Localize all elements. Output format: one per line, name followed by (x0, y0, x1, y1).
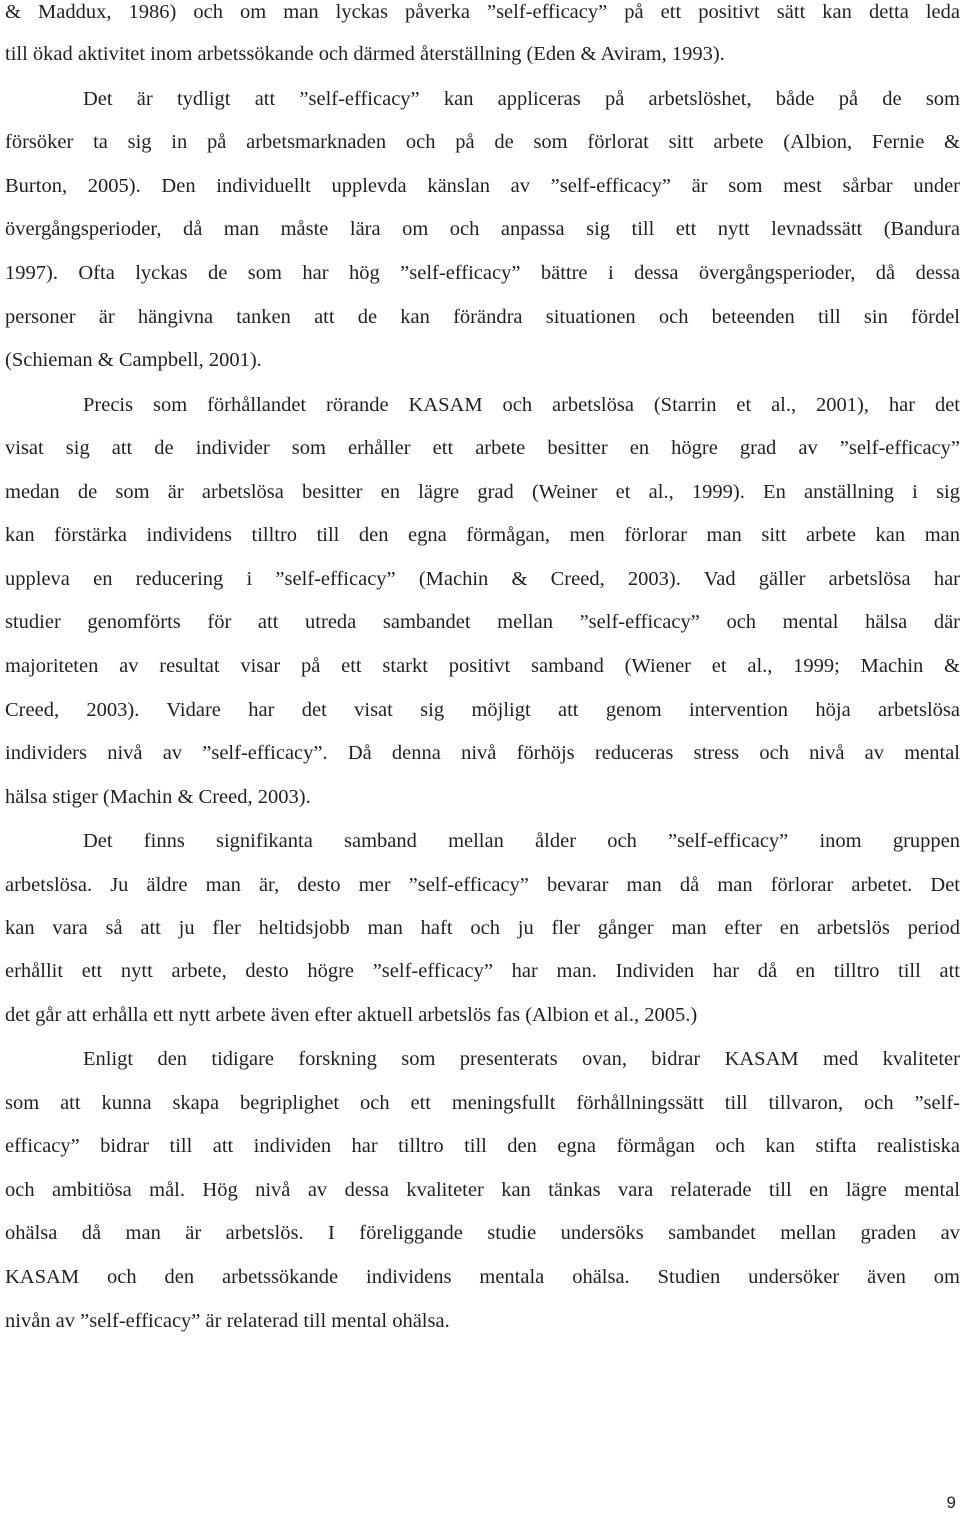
paragraph-start-line: Precis som förhållandet rörande KASAM och arbetslösa (Starrin et al., 2001), har det (83, 394, 960, 416)
text-line: & Maddux, 1986) och om man lyckas påverka ”self-efficacy” på ett positivt sätt kan detta leda (5, 1, 960, 23)
text-line: försöker ta sig in på arbetsmarknaden och på de som förlorat sitt arbete (Albion, Fernie & (5, 131, 960, 153)
text-line: nivån av ”self-efficacy” är relaterad till mental ohälsa. (5, 1310, 450, 1332)
paragraph-start-line: Det är tydligt att ”self-efficacy” kan appliceras på arbetslöshet, både på de som (83, 88, 960, 110)
text-line: övergångsperioder, då man måste lära om och anpassa sig till ett nytt levnadssätt (Bandura (5, 218, 960, 240)
text-line: till ökad aktivitet inom arbetssökande och därmed återställning (Eden & Aviram, 1993). (5, 43, 725, 65)
text-line: erhållit ett nytt arbete, desto högre ”self-efficacy” har man. Individen har då en tilltro till att (5, 960, 960, 982)
text-line: ohälsa då man är arbetslös. I föreliggande studie undersöks sambandet mellan graden av (5, 1222, 960, 1244)
text-line: Burton, 2005). Den individuellt upplevda känslan av ”self-efficacy” är som mest sårbar under (5, 175, 960, 197)
text-line: 1997). Ofta lyckas de som har hög ”self-efficacy” bättre i dessa övergångsperioder, då dessa (5, 262, 960, 284)
text-line: arbetslösa. Ju äldre man är, desto mer ”self-efficacy” bevarar man då man förlorar arbetet. Det (5, 874, 960, 896)
text-line: som att kunna skapa begriplighet och ett meningsfullt förhållningssätt till tillvaron, och ”self- (5, 1092, 960, 1114)
text-line: medan de som är arbetslösa besitter en lägre grad (Weiner et al., 1999). En anställning i sig (5, 481, 960, 503)
text-line: studier genomförts för att utreda sambandet mellan ”self-efficacy” och mental hälsa där (5, 611, 960, 633)
text-line: efficacy” bidrar till att individen har tilltro till den egna förmågan och kan stifta realistiska (5, 1135, 960, 1157)
text-line: kan vara så att ju fler heltidsjobb man haft och ju fler gånger man efter en arbetslös period (5, 917, 960, 939)
text-line: kan förstärka individens tilltro till den egna förmågan, men förlorar man sitt arbete kan man (5, 524, 960, 546)
text-line: majoriteten av resultat visar på ett starkt positivt samband (Wiener et al., 1999; Machin & (5, 655, 960, 677)
text-line: det går att erhålla ett nytt arbete även efter aktuell arbetslös fas (Albion et al., 2005.) (5, 1004, 698, 1026)
paragraph-start-line: Det finns signifikanta samband mellan ålder och ”self-efficacy” inom gruppen (83, 830, 960, 852)
text-line: och ambitiösa mål. Hög nivå av dessa kvaliteter kan tänkas vara relaterade till en lägre mental (5, 1179, 960, 1201)
text-line: Creed, 2003). Vidare har det visat sig möjligt att genom intervention höja arbetslösa (5, 699, 960, 721)
text-line: visat sig att de individer som erhåller ett arbete besitter en högre grad av ”self-efficacy” (5, 437, 960, 459)
text-line: (Schieman & Campbell, 2001). (5, 349, 262, 371)
page-number: 9 (946, 1493, 956, 1512)
text-line: individers nivå av ”self-efficacy”. Då denna nivå förhöjs reduceras stress och nivå av mental (5, 742, 960, 764)
text-line: personer är hängivna tanken att de kan förändra situationen och beteenden till sin fördel (5, 306, 960, 328)
text-line: KASAM och den arbetssökande individens mentala ohälsa. Studien undersöker även om (5, 1266, 960, 1288)
paragraph-start-line: Enligt den tidigare forskning som presenterats ovan, bidrar KASAM med kvaliteter (83, 1048, 960, 1070)
text-line: uppleva en reducering i ”self-efficacy” (Machin & Creed, 2003). Vad gäller arbetslösa har (5, 568, 960, 590)
text-line: hälsa stiger (Machin & Creed, 2003). (5, 786, 311, 808)
